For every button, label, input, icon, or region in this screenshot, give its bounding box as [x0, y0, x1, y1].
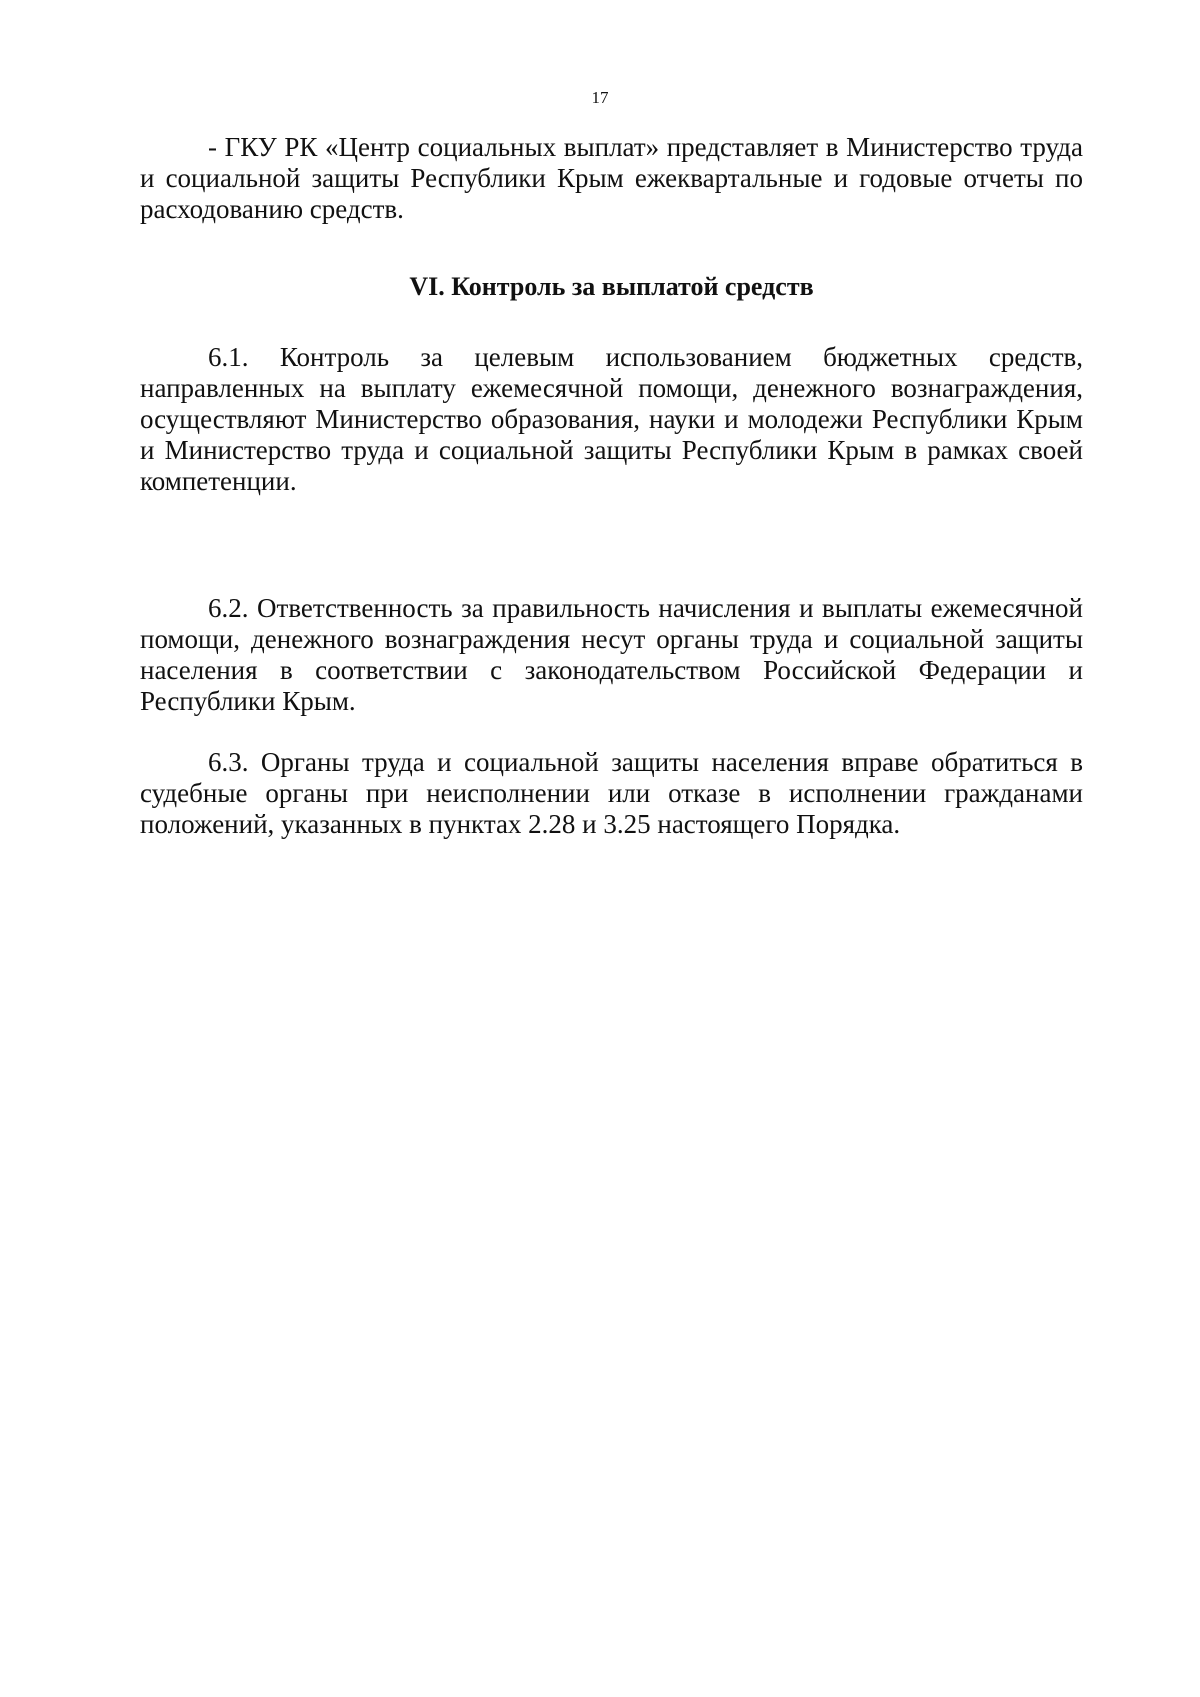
paragraph-6-1: 6.1. Контроль за целевым использованием бюджетных средств, направленных на выплату ежемесячной помощи, денежного вознаграждения, осуществляют Министерство образования, науки и молодежи Республики Крым и Министерство труда и социальной защиты Республики Крым в рамках своей компетенции.	[140, 342, 1083, 496]
section-heading: VI. Контроль за выплатой средств	[409, 272, 814, 301]
paragraph-6-2: 6.2. Ответственность за правильность начисления и выплаты ежемесячной помощи, денежного вознаграждения несут органы труда и социальной защиты населения в соответствии с законодательством Российской Федерации и Республики Крым.	[140, 593, 1083, 716]
page-number: 17	[591, 88, 609, 107]
intro-paragraph: - ГКУ РК «Центр социальных выплат» представляет в Министерство труда и социальной защиты Республики Крым ежеквартальные и годовые отчеты по расходованию средств.	[140, 132, 1083, 224]
paragraph-6-3: 6.3. Органы труда и социальной защиты населения вправе обратиться в судебные органы при неисполнении или отказе в исполнении гражданами положений, указанных в пунктах 2.28 и 3.25 настоящего Порядка.	[140, 747, 1083, 839]
document-body	[140, 132, 1083, 840]
